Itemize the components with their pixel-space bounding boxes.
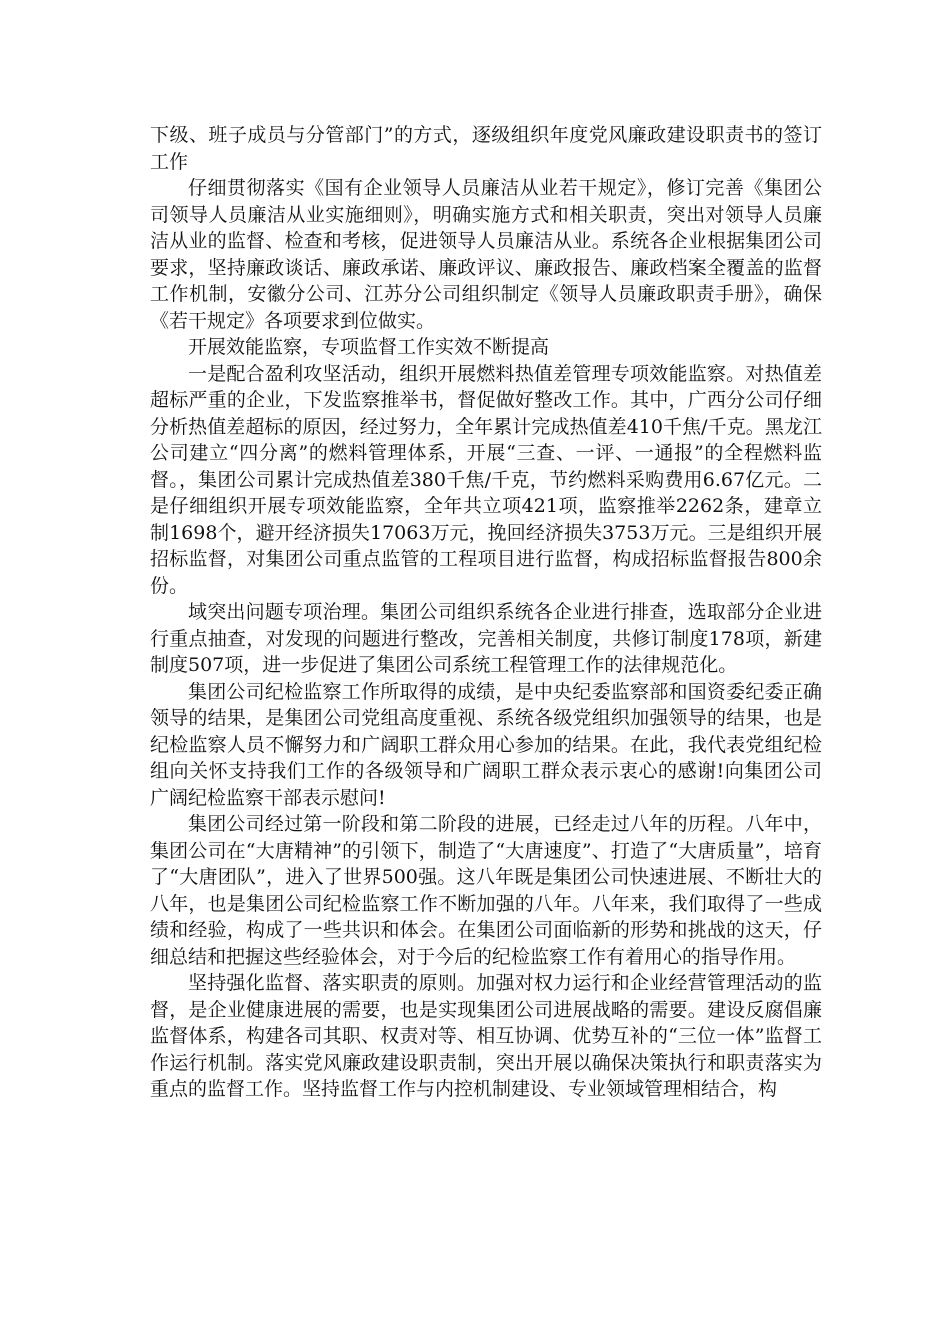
paragraph-1: 下级、班子成员与分管部门”的方式，逐级组织年度党风廉政建设职责书的签订工作 (150, 124, 822, 173)
paragraph-5: 域突出问题专项治理。集团公司组织系统各企业进行排查，选取部分企业进行重点抽查，对发现的问题进行整改，完善相关制度，共修订制度178项，新建制度507项，进一步促进了集团公司系统工程管理工作的法律规范化。 (150, 601, 822, 676)
paragraph-4: 一是配合盈利攻坚活动，组织开展燃料热值差管理专项效能监察。对热值差超标严重的企业，下发监察推举书，督促做好整改工作。其中，广西分公司仔细分析热值差超标的原因，经过努力，全年累计完成热值差410千焦/千克。黑龙江公司建立“四分离”的燃料管理体系，开展“三查、一评、一通报”的全程燃料监督。，集团公司累计完成热值差380千焦/千克，节约燃料采购费用6.67亿元。二是仔细组织开展专项效能监察，全年共立项421项，监察推举2262条，建章立制1698个，避开经济损失17063万元，挽回经济损失3753万元。三是组织开展招标监督，对集团公司重点监管的工程项目进行监督，构成招标监督报告800余份。 (150, 362, 822, 597)
paragraph-8: 坚持强化监督、落实职责的原则。加强对权力运行和企业经营管理活动的监督，是企业健康进展的需要，也是实现集团公司进展战略的需要。建设反腐倡廉监督体系，构建各司其职、权责对等、相互协调、优势互补的“三位一体”监督工作运行机制。落实党风廉政建设职责制，突出开展以确保决策执行和职责落实为重点的监督工作。坚持监督工作与内控机制建设、专业领域管理相结合，构 (150, 972, 822, 1100)
paragraph-2: 仔细贯彻落实《国有企业领导人员廉洁从业若干规定》，修订完善《集团公司领导人员廉洁从业实施细则》，明确实施方式和相关职责，突出对领导人员廉洁从业的监督、检查和考核，促进领导人员廉洁从业。系统各企业根据集团公司要求，坚持廉政谈话、廉政承诺、廉政评议、廉政报告、廉政档案全覆盖的监督工作机制，安徽分公司、江苏分公司组织制定《领导人员廉政职责手册》，确保《若干规定》各项要求到位做实。 (150, 177, 822, 332)
paragraph-6: 集团公司纪检监察工作所取得的成绩，是中央纪委监察部和国资委纪委正确领导的结果，是集团公司党组高度重视、系统各级党组织加强领导的结果，也是纪检监察人员不懈努力和广阔职工群众用心参加的结果。在此，我代表党组纪检组向关怀支持我们工作的各级领导和广阔职工群众表示衷心的感谢!向集团公司广阔纪检监察干部表示慰问! (150, 680, 822, 809)
document-body (150, 122, 822, 1103)
section-heading-efficiency-supervision: 开展效能监察，专项监督工作实效不断提高 (188, 336, 550, 358)
paragraph-7: 集团公司经过第一阶段和第二阶段的进展，已经走过八年的历程。八年中，集团公司在“大唐精神”的引领下，制造了“大唐速度”、打造了“大唐质量”，培育了“大唐团队”，进入了世界500强。这八年既是集团公司快速进展、不断壮大的八年，也是集团公司纪检监察工作不断加强的八年。八年来，我们取得了一些成绩和经验，构成了一些共识和体会。在集团公司面临新的形势和挑战的这天，仔细总结和把握这些经验体会，对于今后的纪检监察工作有着用心的指导作用。 (150, 813, 822, 968)
